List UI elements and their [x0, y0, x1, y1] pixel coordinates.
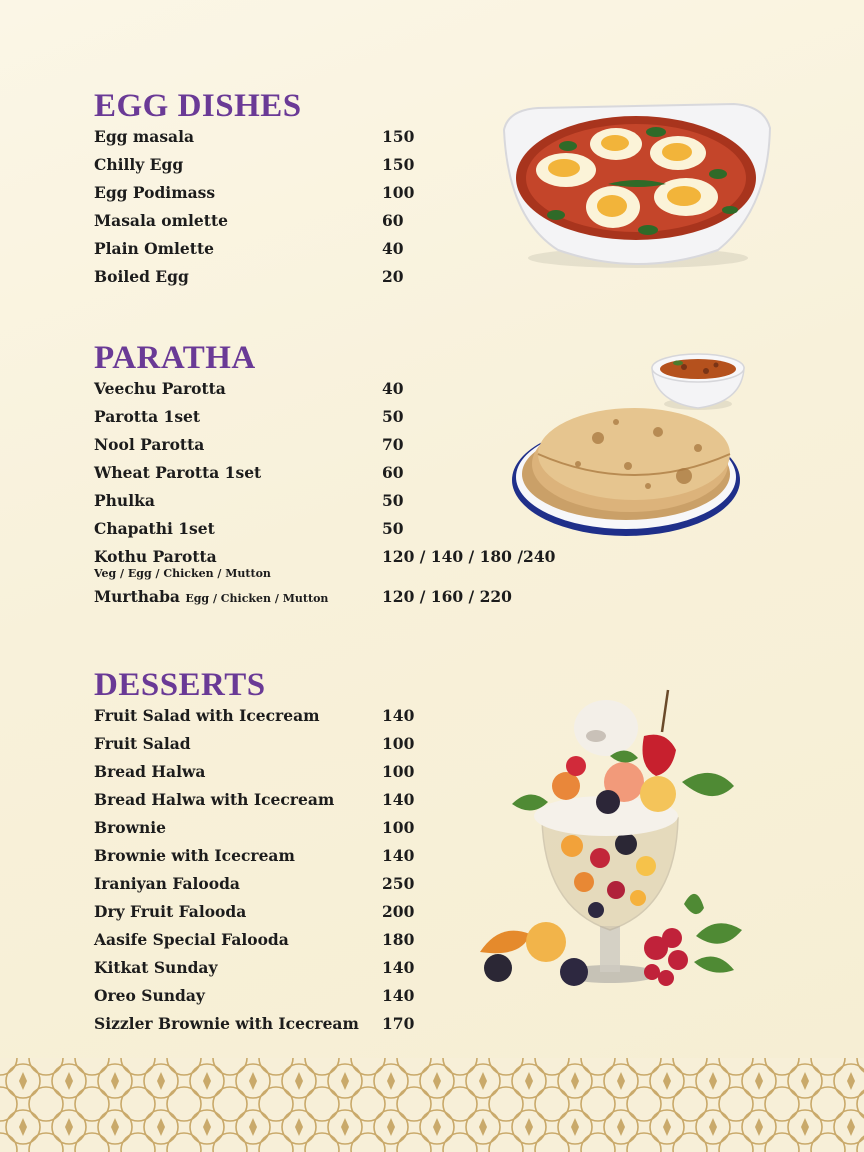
item-name: Brownie with Icecream — [94, 846, 295, 865]
item-price: 150 — [382, 127, 415, 146]
fruit-sundae-image — [476, 686, 754, 990]
item-price: 70 — [382, 435, 404, 454]
item-price: 50 — [382, 491, 404, 510]
menu-item — [94, 519, 554, 547]
item-price: 50 — [382, 407, 404, 426]
item-name: Parotta 1set — [94, 407, 201, 426]
menu-item — [94, 587, 554, 615]
item-price: 100 — [382, 734, 415, 753]
menu-item — [94, 491, 554, 519]
item-price: 140 — [382, 958, 415, 977]
menu-item — [94, 379, 554, 407]
item-price: 140 — [382, 986, 415, 1005]
item-price: 150 — [382, 155, 415, 174]
item-name: Kothu Parotta — [94, 547, 217, 566]
item-name: Fruit Salad — [94, 734, 191, 753]
item-name: Chilly Egg — [94, 155, 184, 174]
item-price: 140 — [382, 846, 415, 865]
menu-item — [94, 211, 554, 239]
item-price: 200 — [382, 902, 415, 921]
section-title-egg-dishes: EGG DISHES — [94, 88, 302, 124]
menu-item — [94, 267, 554, 295]
item-name: Bread Halwa — [94, 762, 206, 781]
menu-item — [94, 155, 554, 183]
item-price: 60 — [382, 463, 404, 482]
item-price: 100 — [382, 762, 415, 781]
item-price: 100 — [382, 183, 415, 202]
item-name: Brownie — [94, 818, 166, 837]
item-name: Iraniyan Falooda — [94, 874, 240, 893]
item-name: Fruit Salad with Icecream — [94, 706, 320, 725]
item-name: Chapathi 1set — [94, 519, 215, 538]
item-name: Dry Fruit Falooda — [94, 902, 247, 921]
egg-dishes-list — [94, 127, 554, 295]
item-name: Nool Parotta — [94, 435, 205, 454]
item-name: Phulka — [94, 491, 155, 510]
menu-item — [94, 127, 554, 155]
menu-item — [94, 463, 554, 491]
footer-pattern-border — [0, 1058, 864, 1152]
menu-item — [94, 239, 554, 267]
item-price: 20 — [382, 267, 404, 286]
item-name — [94, 587, 328, 606]
item-name: Kitkat Sunday — [94, 958, 218, 977]
item-variants: Veg / Egg / Chicken / Mutton — [94, 567, 271, 580]
item-name: Wheat Parotta 1set — [94, 463, 262, 482]
item-name: Bread Halwa with Icecream — [94, 790, 335, 809]
item-price: 140 — [382, 790, 415, 809]
item-name: Masala omlette — [94, 211, 228, 230]
item-price: 40 — [382, 379, 404, 398]
section-title-paratha: PARATHA — [94, 340, 256, 376]
item-price: 140 — [382, 706, 415, 725]
paratha-image — [508, 336, 748, 546]
menu-item — [94, 1014, 554, 1042]
item-price: 170 — [382, 1014, 415, 1033]
item-name: Aasife Special Falooda — [94, 930, 289, 949]
item-price: 250 — [382, 874, 415, 893]
item-name: Oreo Sunday — [94, 986, 205, 1005]
egg-masala-image — [498, 100, 774, 272]
item-name: Veechu Parotta — [94, 379, 226, 398]
menu-item — [94, 407, 554, 435]
item-name: Plain Omlette — [94, 239, 214, 258]
item-price: 100 — [382, 818, 415, 837]
menu-item — [94, 547, 554, 587]
section-title-desserts: DESSERTS — [94, 667, 266, 703]
item-price: 180 — [382, 930, 415, 949]
item-variants: Egg / Chicken / Mutton — [185, 592, 329, 605]
menu-item — [94, 986, 554, 1014]
item-price: 40 — [382, 239, 404, 258]
item-name: Boiled Egg — [94, 267, 189, 286]
item-price: 120 / 140 / 180 /240 — [382, 547, 556, 566]
item-name: Egg masala — [94, 127, 195, 146]
menu-item — [94, 183, 554, 211]
item-name: Egg Podimass — [94, 183, 216, 202]
menu-item — [94, 435, 554, 463]
item-name-text: Murthaba — [94, 587, 180, 606]
item-price: 50 — [382, 519, 404, 538]
item-price: 120 / 160 / 220 — [382, 587, 512, 606]
paratha-list — [94, 379, 554, 615]
item-price: 60 — [382, 211, 404, 230]
item-name: Sizzler Brownie with Icecream — [94, 1014, 359, 1033]
